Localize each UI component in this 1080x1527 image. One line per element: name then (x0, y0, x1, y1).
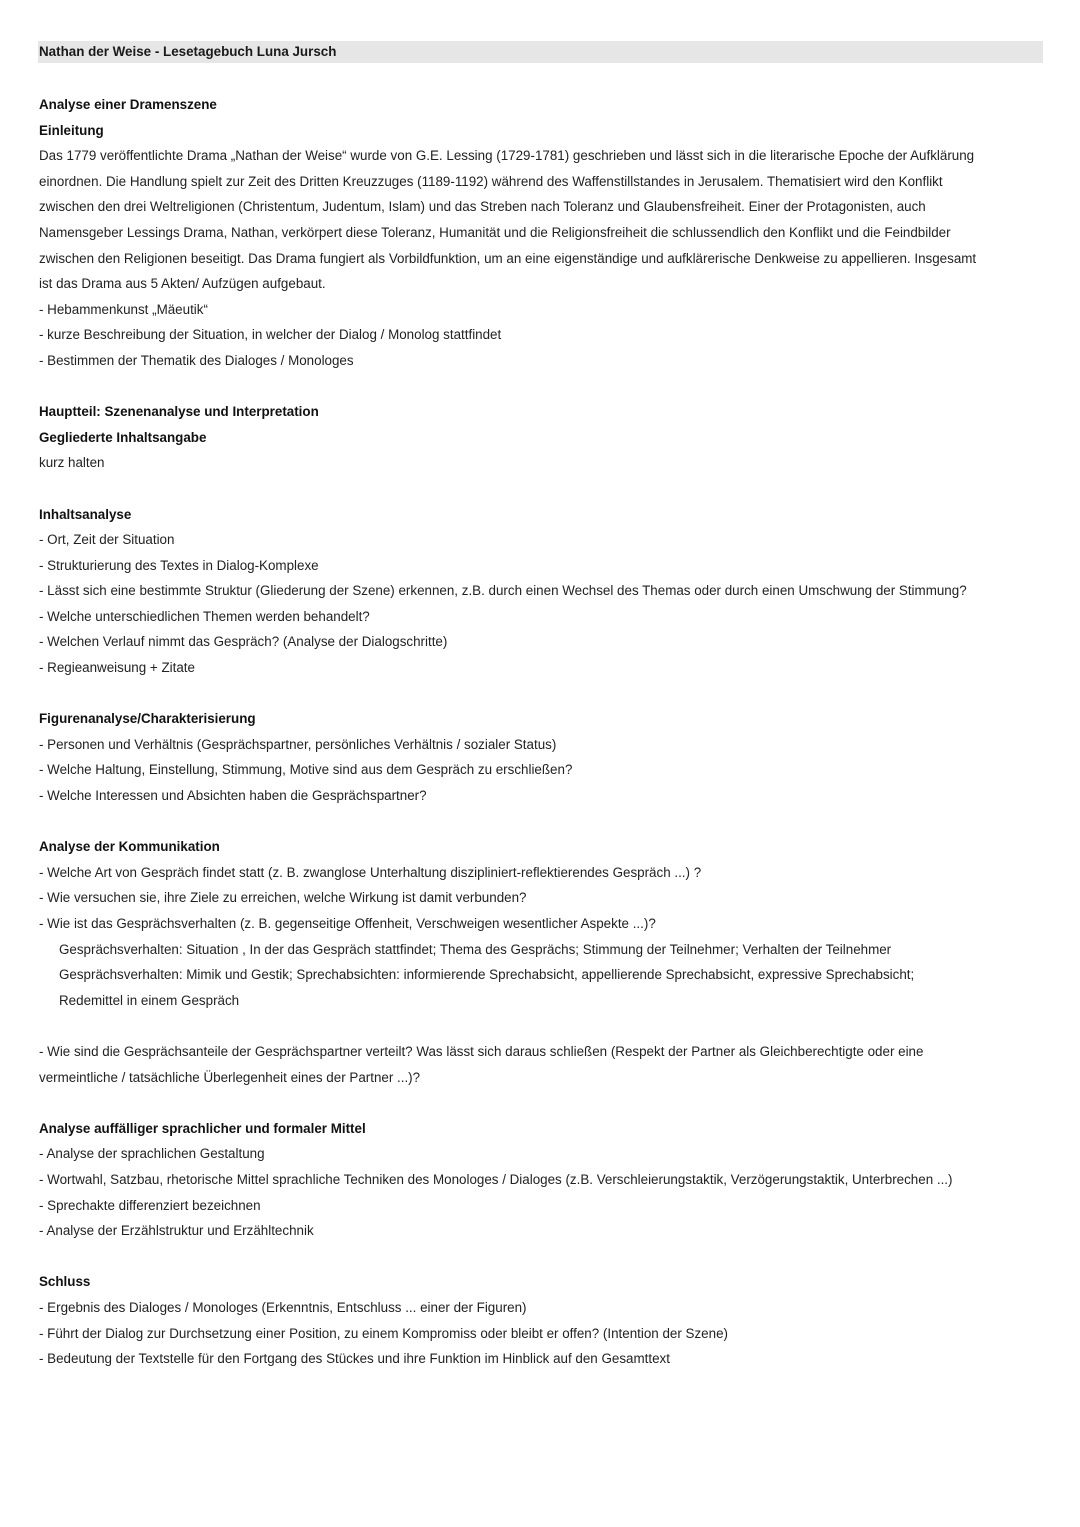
communication-indented-line: Redemittel in einem Gespräch (59, 992, 240, 1008)
conclusion-item: - Ergebnis des Dialoges / Monologes (Erkenntnis, Entschluss ... einer der Figuren) (39, 1299, 527, 1315)
communication-indented-line: Gesprächsverhalten: Situation , In der das Gespräch stattfindet; Thema des Gesprächs; Stimmung der Teilnehmer; Verhalten der Teilnehmer (59, 941, 892, 957)
language-item: - Wortwahl, Satzbau, rhetorische Mittel sprachliche Techniken des Monologes / Dialoges (z.B. Verschleierungstaktik, Verzögerungstaktik, Unterbrechen ...) (39, 1171, 953, 1187)
figures-item: - Personen und Verhältnis (Gesprächspartner, persönliches Verhältnis / sozialer Status) (39, 736, 557, 752)
section-heading-main: Hauptteil: Szenenanalyse und Interpretation (39, 404, 319, 420)
section-heading-analysis: Analyse einer Dramenszene (39, 97, 217, 112)
section-heading-figures: Figurenanalyse/Charakterisierung (39, 711, 256, 727)
document-body (39, 92, 1043, 1372)
communication-indented-line: Gesprächsverhalten: Mimik und Gestik; Sprechabsichten: informierende Sprechabsicht, appellierende Sprechabsicht, expressive Sprechabsicht; (59, 967, 915, 983)
communication-item: - Welche Art von Gespräch findet statt (z. B. zwanglose Unterhaltung diszipliniert-reflektierendes Gespräch ...) ? (39, 864, 702, 880)
content-analysis-item: - Welche unterschiedlichen Themen werden behandelt? (39, 608, 370, 624)
language-item: - Analyse der sprachlichen Gestaltung (39, 1146, 265, 1162)
figures-item: - Welche Interessen und Absichten haben die Gesprächspartner? (39, 788, 427, 804)
conclusion-item: - Führt der Dialog zur Durchsetzung einer Position, zu einem Kompromiss oder bleibt er offen? (Intention der Szene) (39, 1325, 728, 1341)
intro-paragraph-line: Namensgeber Lessings Drama, Nathan, verkörpert diese Toleranz, Humanität und die Religionsfreiheit die schlussendlich den Konflikt und die Feindbilder (39, 224, 951, 240)
content-analysis-item: - Ort, Zeit der Situation (39, 532, 175, 548)
intro-paragraph-line: Das 1779 veröffentlichte Drama „Nathan der Weise“ wurde von G.E. Lessing (1729-1781) geschrieben und lässt sich in die literarische Epoche der Aufklärung (39, 148, 975, 164)
document-title: Nathan der Weise - Lesetagebuch Luna Jursch (38, 41, 1043, 63)
communication-final-line: - Wie sind die Gesprächsanteile der Gesprächspartner verteilt? Was lässt sich daraus schließen (Respekt der Partner als Gleichberechtigte oder eine (39, 1043, 924, 1059)
summary-note: kurz halten (39, 455, 105, 471)
section-heading-communication: Analyse der Kommunikation (39, 839, 220, 855)
section-heading-content-analysis: Inhaltsanalyse (39, 506, 132, 522)
communication-final-line: vermeintliche / tatsächliche Überlegenheit eines der Partner ...)? (39, 1069, 421, 1085)
intro-list-item: - kurze Beschreibung der Situation, in welcher der Dialog / Monolog stattfindet (39, 327, 502, 343)
language-item: - Sprechakte differenziert bezeichnen (39, 1197, 261, 1213)
intro-list-item: - Bestimmen der Thematik des Dialoges / Monologes (39, 352, 354, 368)
intro-paragraph-line: ist das Drama aus 5 Akten/ Aufzügen aufgebaut. (39, 276, 326, 292)
intro-paragraph-line: einordnen. Die Handlung spielt zur Zeit des Dritten Kreuzzuges (1189-1192) während des Waffenstillstandes in Jerusalem. Thematisiert wird den Konflikt (39, 173, 943, 189)
subheading-summary: Gegliederte Inhaltsangabe (39, 429, 207, 445)
communication-item: - Wie ist das Gesprächsverhalten (z. B. gegenseitige Offenheit, Verschweigen wesentlicher Aspekte ...)? (39, 916, 656, 931)
intro-paragraph-line: zwischen den drei Weltreligionen (Christentum, Judentum, Islam) und das Streben nach Toleranz und Glaubensfreiheit. Einer der Protagonisten, auch (39, 199, 926, 215)
content-analysis-item: - Lässt sich eine bestimmte Struktur (Gliederung der Szene) erkennen, z.B. durch einen Wechsel des Themas oder durch einen Umschwung der Stimmung? (39, 583, 967, 599)
content-analysis-item: - Welchen Verlauf nimmt das Gespräch? (Analyse der Dialogschritte) (39, 634, 448, 650)
conclusion-item: - Bedeutung der Textstelle für den Fortgang des Stückes und ihre Funktion im Hinblick auf den Gesamttext (39, 1351, 670, 1367)
intro-paragraph-line: zwischen den Religionen beseitigt. Das Drama fungiert als Vorbildfunktion, um an eine eigenständige und aufklärerische Denkweise zu appellieren. Insgesamt (39, 250, 977, 266)
figures-item: - Welche Haltung, Einstellung, Stimmung, Motive sind aus dem Gespräch zu erschließen? (39, 762, 573, 778)
content-analysis-item: - Regieanweisung + Zitate (39, 660, 195, 676)
section-heading-conclusion: Schluss (39, 1274, 91, 1290)
communication-item: - Wie versuchen sie, ihre Ziele zu erreichen, welche Wirkung ist damit verbunden? (39, 890, 527, 906)
subheading-introduction: Einleitung (39, 122, 104, 138)
document-page (39, 41, 1043, 1372)
content-analysis-item: - Strukturierung des Textes in Dialog-Komplexe (39, 557, 319, 573)
intro-list-item: - Hebammenkunst „Mäeutik“ (39, 301, 208, 317)
language-item: - Analyse der Erzählstruktur und Erzähltechnik (39, 1223, 314, 1239)
section-heading-language: Analyse auffälliger sprachlicher und formaler Mittel (39, 1120, 366, 1136)
